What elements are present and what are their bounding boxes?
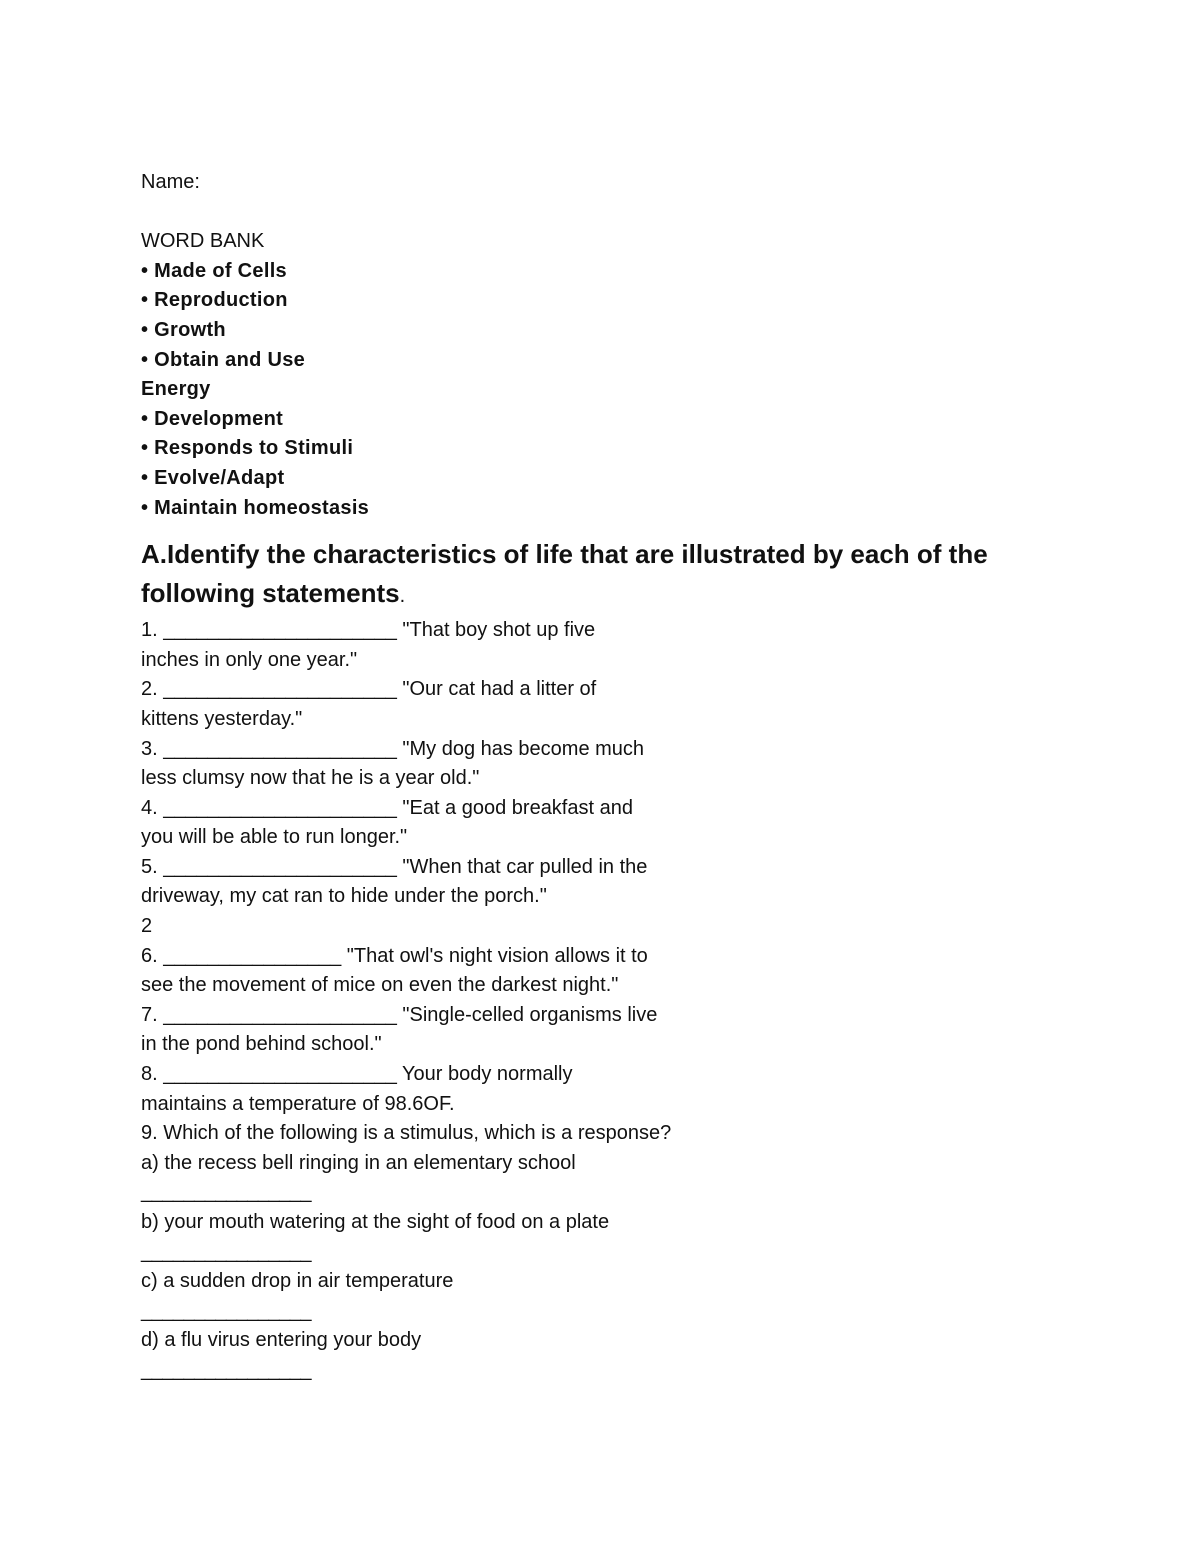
question-5-line1: 5. _____________________ "When that car pulled in the [141, 855, 648, 878]
question-9-prompt: 9. Which of the following is a stimulus, which is a response? [141, 1122, 672, 1145]
question-6-line1: 6. ________________ "That owl's night vision allows it to [141, 944, 648, 967]
word-bank-item: • Reproduction [141, 289, 288, 312]
section-a-heading-line1: A.Identify the characteristics of life that are illustrated by each of the [141, 539, 988, 570]
question-1-line1: 1. _____________________ "That boy shot up five [141, 619, 596, 642]
question-8-line2: maintains a temperature of 98.6OF. [141, 1092, 455, 1115]
page-number: 2 [141, 915, 153, 938]
answer-blank: ________________ [141, 1181, 311, 1204]
word-bank-item: • Development [141, 407, 284, 430]
word-bank-item: • Maintain homeostasis [141, 496, 370, 519]
question-4-line2: you will be able to run longer." [141, 826, 408, 849]
word-bank-item: Energy [141, 378, 211, 401]
word-bank-item: • Responds to Stimuli [141, 437, 354, 460]
question-2-line2: kittens yesterday." [141, 707, 303, 730]
word-bank-item: • Evolve/Adapt [141, 466, 285, 489]
word-bank-item: • Made of Cells [141, 259, 287, 282]
word-bank-item: • Growth [141, 318, 226, 341]
question-3-line1: 3. _____________________ "My dog has become much [141, 737, 645, 760]
question-2-line1: 2. _____________________ "Our cat had a litter of [141, 678, 597, 701]
name-label: Name: [141, 171, 200, 193]
section-a-heading-period: . [399, 585, 406, 608]
word-bank-title: WORD BANK [141, 230, 265, 253]
section-a-heading [141, 535, 1101, 616]
answer-blank: ________________ [141, 1299, 311, 1322]
question-8-line1: 8. _____________________ Your body normally [141, 1063, 573, 1086]
worksheet-page [141, 168, 1101, 1386]
spacer [141, 198, 1101, 228]
section-a-heading-line2 [141, 574, 1101, 616]
question-9-option-b: b) your mouth watering at the sight of food on a plate [141, 1211, 610, 1233]
question-1-line2: inches in only one year." [141, 648, 358, 671]
word-bank-item: • Obtain and Use [141, 348, 306, 371]
answer-blank: ________________ [141, 1240, 311, 1263]
question-7-line2: in the pond behind school." [141, 1033, 382, 1056]
section-a-heading-text: following statements [141, 578, 400, 609]
question-9-option-c: c) a sudden drop in air temperature [141, 1270, 454, 1293]
answer-blank: ________________ [141, 1358, 311, 1381]
question-9-option-a: a) the recess bell ringing in an elementary school [141, 1151, 576, 1174]
question-5-line2: driveway, my cat ran to hide under the porch." [141, 885, 547, 908]
question-7-line1: 7. _____________________ "Single-celled organisms live [141, 1003, 658, 1026]
question-9-option-d: d) a flu virus entering your body [141, 1329, 422, 1352]
question-4-line1: 4. _____________________ "Eat a good breakfast and [141, 796, 633, 819]
question-6-line2: see the movement of mice on even the darkest night." [141, 974, 619, 997]
question-3-line2: less clumsy now that he is a year old." [141, 767, 480, 790]
